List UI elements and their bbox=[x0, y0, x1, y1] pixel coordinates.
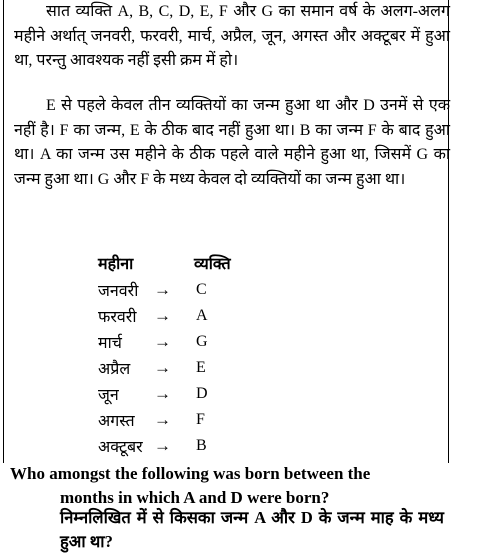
solution-table bbox=[98, 249, 298, 459]
row-person: A bbox=[196, 307, 208, 324]
table-header bbox=[98, 249, 298, 277]
puzzle-box bbox=[3, 0, 449, 463]
question-english bbox=[10, 462, 442, 510]
row-person: B bbox=[196, 437, 207, 454]
row-month: मार्च bbox=[98, 335, 122, 352]
table-row bbox=[98, 407, 298, 433]
row-person: F bbox=[196, 411, 205, 428]
row-person: D bbox=[196, 385, 208, 402]
header-person: व्यक्ति bbox=[194, 256, 231, 273]
puzzle-paragraph-1: सात व्यक्ति A, B, C, D, E, F और G का समान वर्ष के अलग-अलग महीने अर्थात् जनवरी, फरवरी, मार्च, अप्रैल, जून, अगस्त और अक्टूबर में हुआ था, परन्तु आवश्यक नहीं इसी क्रम में हो। bbox=[14, 3, 450, 69]
row-month: फरवरी bbox=[98, 309, 137, 326]
row-person: C bbox=[196, 281, 207, 298]
arrow-icon: → bbox=[154, 358, 171, 377]
arrow-icon: → bbox=[154, 332, 171, 351]
question-english-line-2: months in which A and D were born? bbox=[60, 488, 330, 507]
arrow-icon: → bbox=[154, 384, 171, 403]
row-month: अक्टूबर bbox=[98, 439, 143, 456]
table-body bbox=[98, 277, 298, 459]
arrow-icon: → bbox=[154, 410, 171, 429]
row-month: जून bbox=[98, 387, 119, 404]
table-row bbox=[98, 433, 298, 459]
table-row bbox=[98, 303, 298, 329]
row-month: अगस्त bbox=[98, 413, 135, 430]
row-month: अप्रैल bbox=[98, 361, 131, 378]
arrow-icon: → bbox=[154, 280, 171, 299]
header-month: महीना bbox=[98, 256, 134, 273]
table-row bbox=[98, 355, 298, 381]
table-row bbox=[98, 329, 298, 355]
table-row bbox=[98, 277, 298, 303]
arrow-icon: → bbox=[154, 436, 171, 455]
arrow-icon: → bbox=[154, 306, 171, 325]
row-person: G bbox=[196, 333, 208, 350]
question-hindi: निम्नलिखित में से किसका जन्म A और D के जन्म माह के मध्य हुआ था? bbox=[60, 508, 444, 551]
question-english-line-1: Who amongst the following was born between the bbox=[10, 464, 371, 483]
row-person: E bbox=[196, 359, 206, 376]
puzzle-paragraph-2: E से पहले केवल तीन व्यक्तियों का जन्म हुआ था और D उनमें से एक नहीं है। F का जन्म, E के ठीक बाद नहीं हुआ था। B का जन्म F के बाद हुआ था। A का जन्म उस महीने के ठीक पहले वाले महीने हुआ था, जिसमें G का जन्म हुआ था। G और F के मध्य केवल दो व्यक्तियों का जन्म हुआ था। bbox=[14, 97, 450, 188]
row-month: जनवरी bbox=[98, 283, 139, 300]
table-row bbox=[98, 381, 298, 407]
